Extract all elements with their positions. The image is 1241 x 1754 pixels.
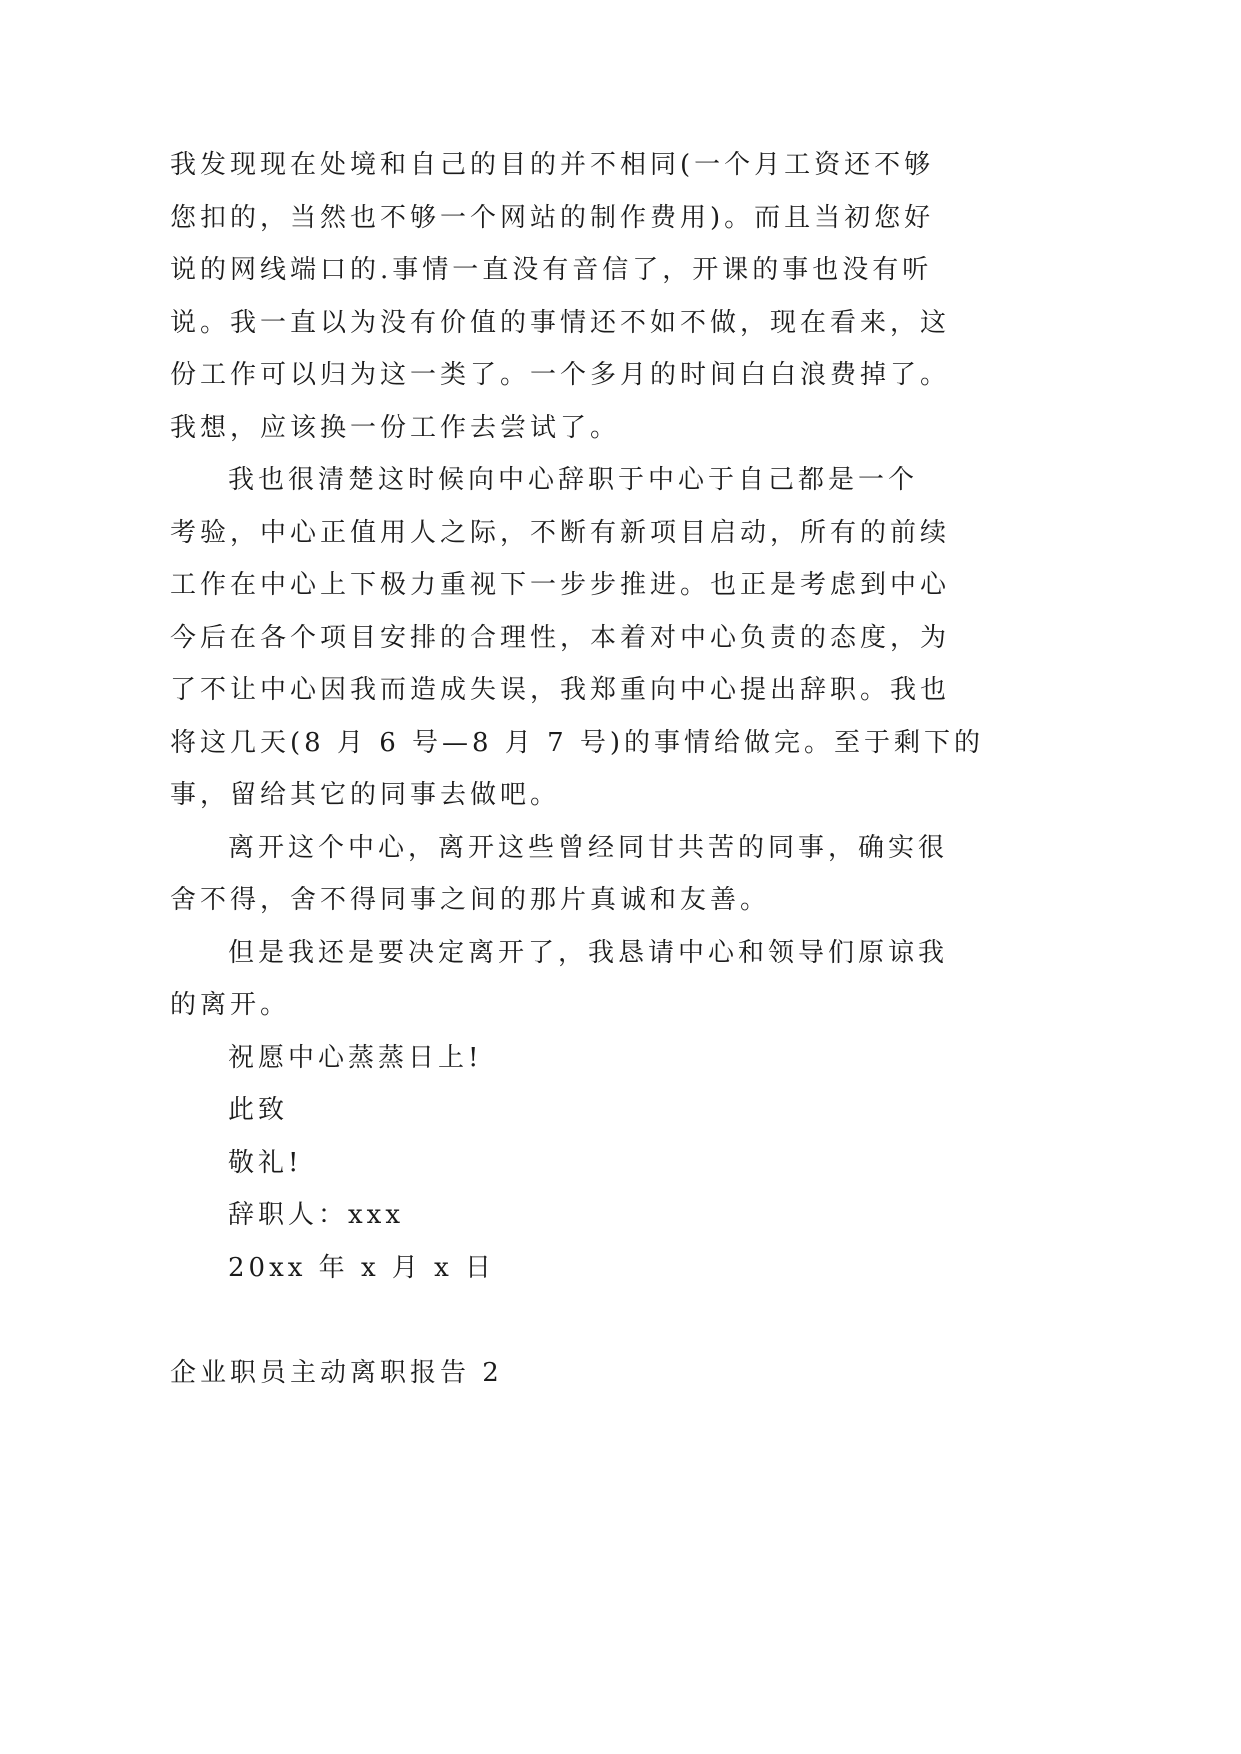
paragraph [170, 927, 1241, 1032]
date: 20xx 年 x 月 x 日 [228, 1252, 496, 1283]
closing-wish: 祝愿中心蒸蒸日上! [228, 1042, 483, 1073]
paragraph [170, 454, 1241, 822]
text-line: 将这几天(8 月 6 号—8 月 7 号)的事情给做完。至于剩下的 [170, 727, 985, 758]
text-line: 份工作可以归为这一类了。一个多月的时间白白浪费掉了。 [170, 360, 951, 390]
signature: 辞职人：xxx [228, 1200, 404, 1230]
closing-salutation: 此致 [228, 1095, 289, 1125]
section-title: 企业职员主动离职报告 2 [170, 1357, 503, 1388]
text-line: 我也很清楚这时候向中心辞职于中心于自己都是一个 [228, 465, 919, 495]
text-line: 说。我一直以为没有价值的事情还不如不做，现在看来，这 [170, 307, 951, 338]
text-line: 工作在中心上下极力重视下一步步推进。也正是考虑到中心 [170, 570, 951, 600]
text-line: 考验，中心正值用人之际，不断有新项目启动，所有的前续 [170, 517, 951, 548]
text-line: 我想，应该换一份工作去尝试了。 [170, 412, 621, 443]
paragraph [170, 139, 1241, 454]
text-line: 今后在各个项目安排的合理性，本着对中心负责的态度，为 [170, 622, 951, 653]
text-line: 但是我还是要决定离开了，我恳请中心和领导们原谅我 [228, 937, 949, 968]
text-line: 说的网线端口的.事情一直没有音信了，开课的事也没有听 [170, 255, 933, 285]
text-line: 事，留给其它的同事去做吧。 [170, 780, 561, 810]
letter-closing [170, 1032, 1241, 1295]
paragraph [170, 822, 1241, 927]
text-line: 舍不得，舍不得同事之间的那片真诚和友善。 [170, 885, 771, 915]
text-line: 我发现现在处境和自己的目的并不相同(一个月工资还不够 [170, 150, 935, 180]
text-line: 离开这个中心，离开这些曾经同甘共苦的同事，确实很 [228, 832, 949, 863]
closing-regards: 敬礼! [228, 1147, 303, 1178]
text-line: 您扣的，当然也不够一个网站的制作费用)。而且当初您好 [170, 202, 935, 233]
text-line: 了不让中心因我而造成失误，我郑重向中心提出辞职。我也 [170, 675, 951, 705]
text-line: 的离开。 [170, 990, 291, 1020]
